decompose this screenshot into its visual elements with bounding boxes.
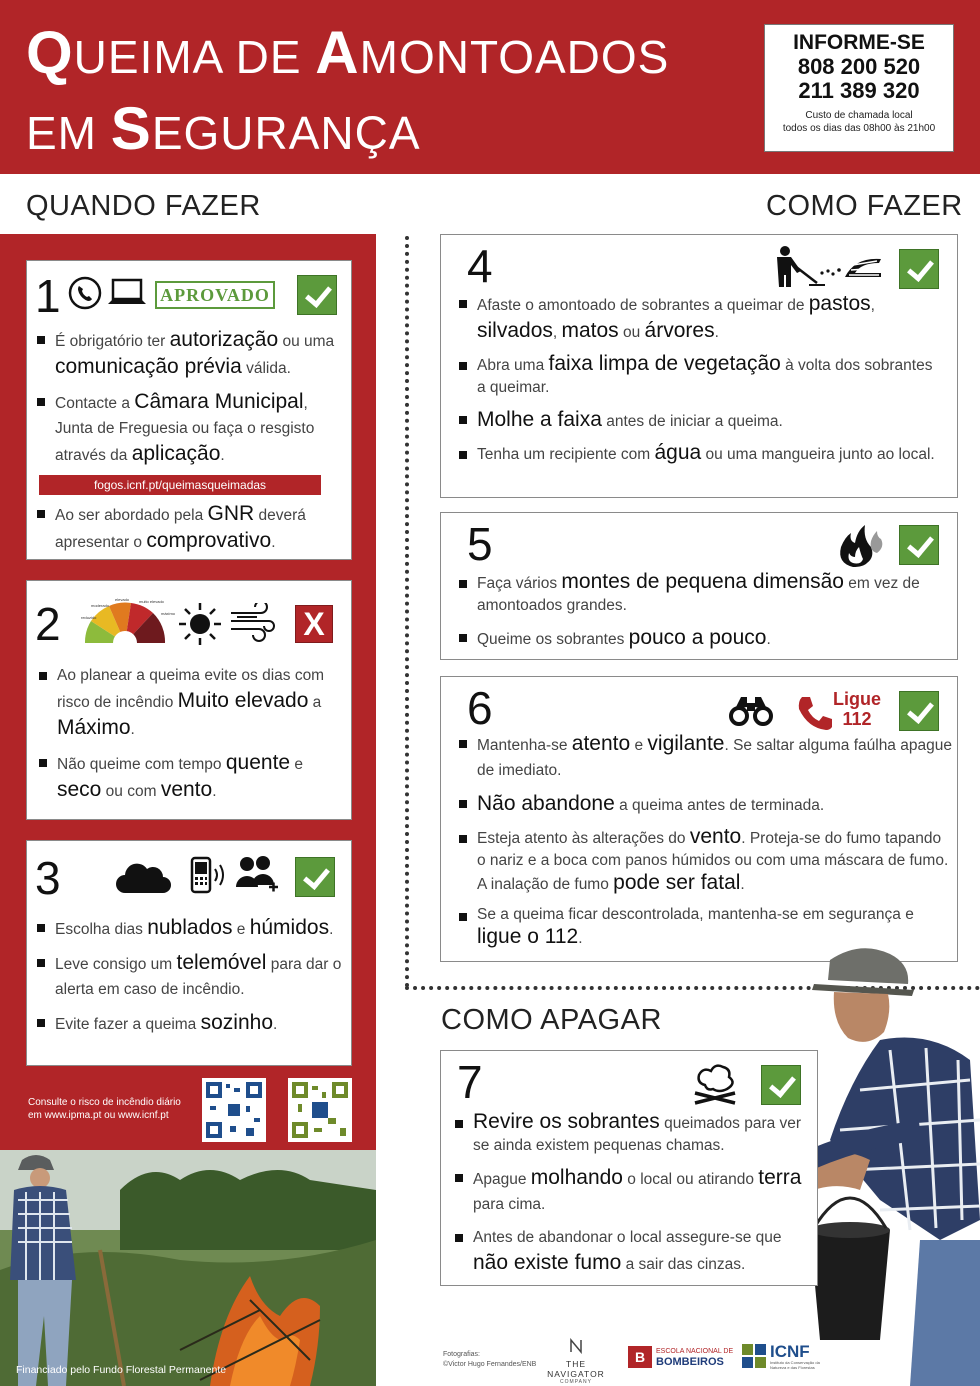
dotted-divider-vertical [405,236,409,988]
list-item: Escolha dias nublados e húmidos. [37,915,343,942]
title-initial: S [110,95,152,162]
step-card-7 [440,1050,818,1286]
list-item: Contacte a Câmara Municipal, Junta de Freguesia ou faça o resgisto através da aplicação. [37,389,343,468]
list-item: Se a queima ficar descontrolada, mantenha-se em segurança e ligue o 112. [459,904,953,950]
step-5-list [459,571,945,660]
step-1-list-b [37,501,343,563]
list-item: Faça vários montes de pequena dimensão em vez de amontoados grandes. [459,571,945,617]
phone-icon [67,275,103,311]
flames-icon [835,523,887,569]
check-icon [899,691,939,731]
header-banner [0,0,980,174]
info-note-1: Custo de chamada local [805,110,913,121]
not-allowed-icon: X [295,605,333,643]
step-number: 1 [35,270,61,322]
step-2-list [39,663,339,812]
list-item: Antes de abandonar o local assegure-se que não existe fumo a sair das cinzas. [455,1225,809,1277]
sun-icon [177,601,223,647]
step-number: 2 [35,598,61,650]
financing-note: Financiado pelo Fundo Florestal Permanente [16,1364,227,1376]
section-title-when: QUANDO FAZER [26,190,261,222]
step-1-list [37,327,343,476]
photo-man-burning-pile [0,1150,376,1386]
smoldering-ashes-icon [691,1063,739,1107]
step-number: 6 [467,682,493,734]
debris-pile-icon [819,253,883,283]
list-item: Revire os sobrantes queimados para ver se ainda existem pequenas chamas. [455,1111,809,1157]
check-icon [899,249,939,289]
section-title-extinguish: COMO APAGAR [441,1004,662,1036]
list-item: Leve consigo um telemóvel para dar o alerta em caso de incêndio. [37,950,343,1002]
consult-note: Consulte o risco de incêndio diário em www.ipma.pt ou www.icnf.pt [28,1097,181,1121]
info-phone-2: 211 389 320 [798,78,920,103]
info-note-2: todos os dias das 08h00 às 21h00 [782,123,936,134]
phone-call-icon [795,693,833,731]
list-item: Apague molhando o local ou atirando terra para cima. [455,1165,809,1217]
binoculars-icon [729,695,773,727]
info-box [764,24,954,152]
step-card-2 [26,580,352,820]
title-text: MONTOADOS [359,31,670,83]
list-item: Ao ser abordado pela GNR deverá apresentar o comprovativo. [37,501,343,555]
step-3-list [37,915,343,1045]
list-item: Afaste o amontoado de sobrantes a queimar de pastos, silvados, matos ou árvores. [459,291,945,345]
list-item: Não queime com tempo quente e seco ou com vento. [39,750,339,804]
step-number: 4 [467,240,493,292]
list-item: Abra uma faixa limpa de vegetação à volta dos sobrantes a queimar. [459,353,945,399]
list-item: Ao planear a queima evite os dias com risco de incêndio Muito elevado a Máximo. [39,663,339,742]
logo-navigator: THE NAVIGATOR COMPANY [540,1338,612,1385]
step-4-list [459,291,945,474]
step-number: 3 [35,852,61,904]
check-icon [899,525,939,565]
call-112-label: Ligue 112 [833,689,881,729]
step-6-list [459,731,953,958]
list-item: Não abandone a queima antes de terminada. [459,791,953,818]
check-icon [297,275,337,315]
page-title-line-2 [26,94,421,163]
photo-credits: Fotografias: ©Victor Hugo Fernandes/ENB [443,1351,537,1368]
step-7-list [455,1111,809,1285]
section-title-how: COMO FAZER [766,190,963,222]
enb-logo-icon: B [628,1346,652,1368]
gauge-labels: reduzido moderado elevado muito elevado máximo [81,597,176,620]
cloud-icon [115,857,173,895]
list-item: Tenha um recipiente com água ou uma mangueira junto ao local. [459,442,945,466]
list-item: É obrigatório ter autorização ou uma comunicação prévia válida. [37,327,343,381]
step-number: 5 [467,518,493,570]
info-phone-1: 808 200 520 [797,54,921,79]
check-icon [295,857,335,897]
mobile-phone-icon [189,855,229,897]
approved-stamp: APROVADO [155,281,275,309]
list-item: Evite fazer a queima sozinho. [37,1010,343,1037]
title-text: UEIMA DE [73,31,316,83]
step-card-4 [440,234,958,498]
list-item: Queime os sobrantes pouco a pouco. [459,625,945,652]
title-initial: Q [26,19,74,86]
step-card-3 [26,840,352,1066]
page-title-line-1 [26,18,669,87]
group-icon [235,853,279,897]
list-item: Esteja atento às alterações do vento. Proteja-se do fumo tapando o nariz e a boca com panos húmidos ou com uma máscara de fumo. A inalação de fumo pode ser fatal. [459,826,953,896]
step-card-6 [440,676,958,962]
list-item: Molhe a faixa antes de iniciar a queima. [459,407,945,434]
list-item: Mantenha-se atento e vigilante. Se saltar alguma faúlha apague de imediato. [459,731,953,783]
laptop-icon [107,277,147,309]
title-text: EGURANÇA [151,107,421,159]
icnf-logo-icon [742,1344,766,1368]
qr-code-ipma[interactable] [202,1078,266,1142]
wind-icon [229,603,277,643]
check-icon [761,1065,801,1105]
navigator-logo-icon [568,1338,584,1354]
title-initial: A [315,19,360,86]
step-number: 7 [457,1056,483,1108]
info-title: INFORME-SE [793,31,925,54]
title-text: EM [26,107,111,159]
url-link[interactable]: fogos.icnf.pt/queimasqueimadas [39,475,321,495]
qr-code-icnf[interactable] [288,1078,352,1142]
step-card-5 [440,512,958,660]
step-card-1 [26,260,352,560]
